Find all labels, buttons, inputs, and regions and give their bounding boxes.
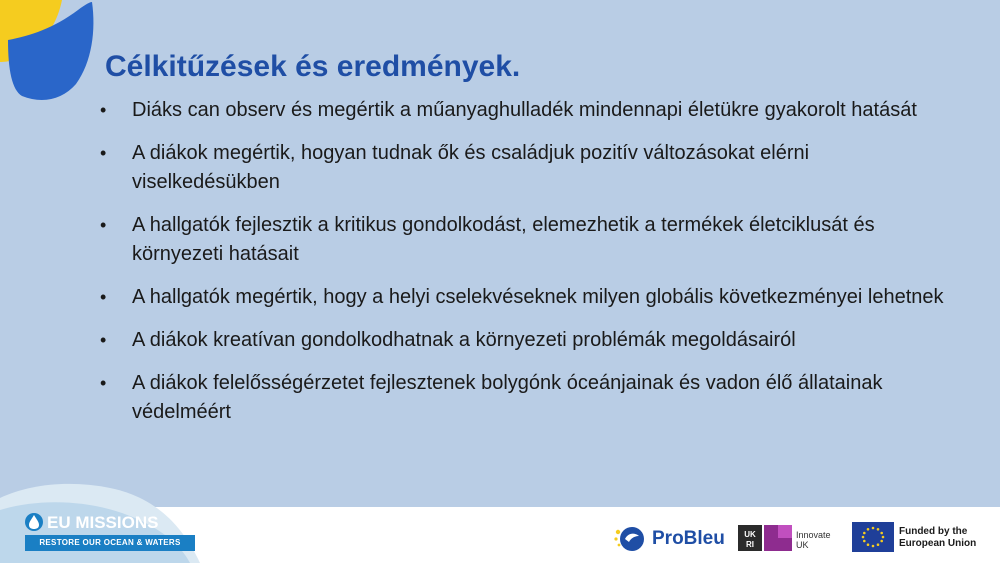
- bullet-text: A diákok megértik, hogyan tudnak ők és családjuk pozitív változásokat elérni viselkedésükben: [132, 142, 810, 193]
- bullet-text: A hallgatók megértik, hogy a helyi cselekvéseknek milyen globális következményei lehetnek: [132, 286, 944, 308]
- eu-flag-icon: [852, 522, 894, 552]
- eu-missions-tagline: RESTORE OUR OCEAN & WATERS: [25, 535, 195, 551]
- funded-by-eu-label: Funded by the European Union: [899, 526, 977, 549]
- bullet-text: A diákok kreatívan gondolkodhatnak a környezeti problémák megoldásairól: [132, 329, 796, 351]
- bullet-marker: •: [100, 330, 107, 350]
- bullet-marker: •: [100, 373, 107, 393]
- list-item: [100, 139, 960, 197]
- water-drop-icon: [24, 512, 44, 532]
- bullet-text: A hallgatók fejlesztik a kritikus gondolkodást, elemezhetik a termékek életciklusát és környezeti hatásait: [132, 214, 875, 265]
- list-item: [100, 369, 960, 427]
- bullet-text: Diáks can observ és megértik a műanyaghulladék mindennapi életükre gyakorolt hatását: [132, 99, 917, 121]
- bullet-marker: •: [100, 215, 107, 235]
- corner-flag-logo-icon: [0, 0, 110, 110]
- bullet-marker: •: [100, 100, 107, 120]
- ukri-logo-icon: [738, 523, 792, 553]
- slide-title: Célkitűzések és eredmények.: [105, 50, 521, 83]
- list-item: [100, 283, 960, 312]
- probleu-logo-icon: [613, 524, 649, 554]
- list-item: [100, 96, 960, 125]
- objectives-list: [100, 96, 960, 441]
- innovate-uk-label: Innovate UK: [796, 530, 831, 550]
- list-item: [100, 326, 960, 355]
- eu-missions-label: EU MISSIONS: [47, 513, 159, 532]
- svg-text:RI: RI: [746, 540, 754, 549]
- bullet-marker: •: [100, 143, 107, 163]
- list-item: [100, 211, 960, 269]
- bullet-text: A diákok felelősségérzetet fejlesztenek bolygónk óceánjainak és vadon élő állatainak védelméért: [132, 372, 883, 423]
- probleu-label: ProBleu: [652, 528, 725, 549]
- svg-text:UK: UK: [744, 530, 756, 539]
- bullet-marker: •: [100, 287, 107, 307]
